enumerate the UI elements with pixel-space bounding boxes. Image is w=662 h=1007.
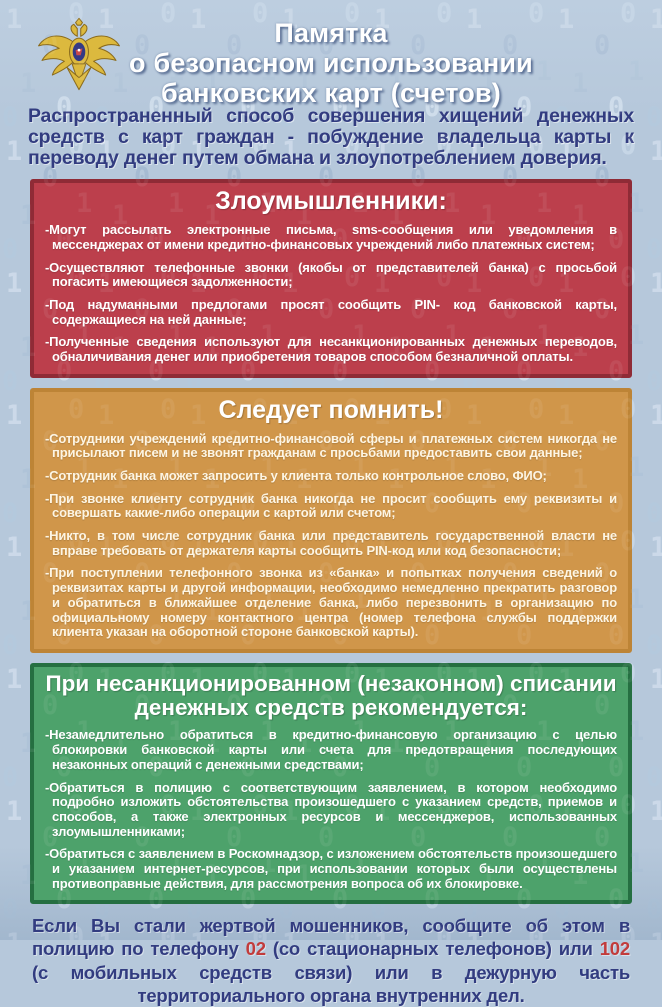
list-item: -Осуществляют телефонные звонки (якобы от представителей банка) с просьбой погасить имеющиеся задолженности; [45, 259, 617, 290]
list-item: -Никто, в том числе сотрудник банка или представитель государственной власти не вправе требовать от держателя карты сообщить PIN-код или код безопасности; [45, 528, 617, 558]
intro-paragraph: Распространенный способ совершения хищений денежных средств с карт граждан - побуждение владельца карты к переводу денег путем обмана и злоупотреблением доверия. [28, 105, 634, 170]
sections [30, 179, 632, 904]
list-item: -Обратиться с заявлением в Роскомнадзор, с изложением обстоятельств произошедшего и указанием интернет-ресурсов, при использовании которых были осуществлены противоправные действия, для рассмотрения вопроса об их блокировке. [45, 846, 617, 891]
list-item: -Обратиться в полицию с соответствующим заявлением, в котором необходимо подробно изложить обстоятельства произошедшего с указанием средств, приемов и способов, а также электронных ресурсов и мессенджеров, использованных злоумышленниками; [45, 779, 617, 839]
section-remember-heading: Следует помнить! [218, 395, 444, 424]
section-attackers-heading: Злоумышленники: [215, 187, 447, 216]
phone-number-landline: 02 [245, 938, 266, 960]
title-line-1: Памятка [274, 18, 388, 48]
footer-segment: (с мобильных средств связи) или в дежурную часть территориального органа внутренних дел. [32, 961, 630, 1006]
section-remember-list [45, 432, 617, 640]
footer-segment: Если Вы стали жертвой мошенников, сообщите об этом в полицию по телефону [32, 915, 630, 960]
list-item: -Могут рассылать электронные письма, sms-сообщения или уведомления в мессенджерах от имени кредитно-финансовых учреждений либо платежных систем; [45, 222, 617, 252]
list-item: -Под надуманными предлогами просят сообщить PIN- код банковской карты, содержащиеся на ней данные; [45, 296, 617, 327]
phone-number-mobile: 102 [599, 938, 630, 960]
title-line-2: о безопасном использовании [129, 48, 533, 79]
poster-header [0, 0, 662, 109]
list-item: -Незамедлительно обратиться в кредитно-финансовую организацию с целью блокировки банковской карты или счета для предотвращения последующих незаконных операций с денежными средствами; [45, 727, 617, 772]
section-recommendations-list [45, 728, 617, 891]
section-attackers [30, 179, 632, 378]
section-attackers-list [45, 223, 617, 365]
footer-note [32, 914, 630, 1007]
title-line-3: банковских карт (счетов) [160, 78, 501, 109]
list-item: -При звонке клиенту сотрудник банка никогда не просит сообщить ему реквизиты и совершать какие-либо операции с картой или счетом; [45, 490, 617, 521]
list-item: -Сотрудники учреждений кредитно-финансовой сферы и платежных систем никогда не присылают писем и не звонят гражданам с просьбами предоставить свои данные; [45, 430, 617, 461]
section-recommendations [30, 663, 632, 904]
section-remember [30, 388, 632, 653]
footer-segment: (со стационарных телефонов) или [265, 938, 600, 960]
mvd-emblem-logo [36, 14, 122, 100]
list-item: -При поступлении телефонного звонка из «банка» и попытках получения сведений о реквизитах карты и другой информации, необходимо немедленно прекратить разговор и обратиться в ближайшее отделение банка, либо перезвонить в организацию по официальному номеру контактного центра (номер телефона службы поддержки клиента указан на оборотной стороне банковской карты). [45, 565, 617, 640]
list-item: -Сотрудник банка может запросить у клиента только контрольное слово, ФИО; [45, 468, 547, 484]
section-recommendations-heading: При несанкционированном (незаконном) списании денежных средств рекомендуется: [45, 670, 617, 721]
list-item: -Полученные сведения используют для несанкционированных денежных переводов, обналичивания денег или приобретения товаров способом безналичной оплаты. [45, 334, 617, 364]
